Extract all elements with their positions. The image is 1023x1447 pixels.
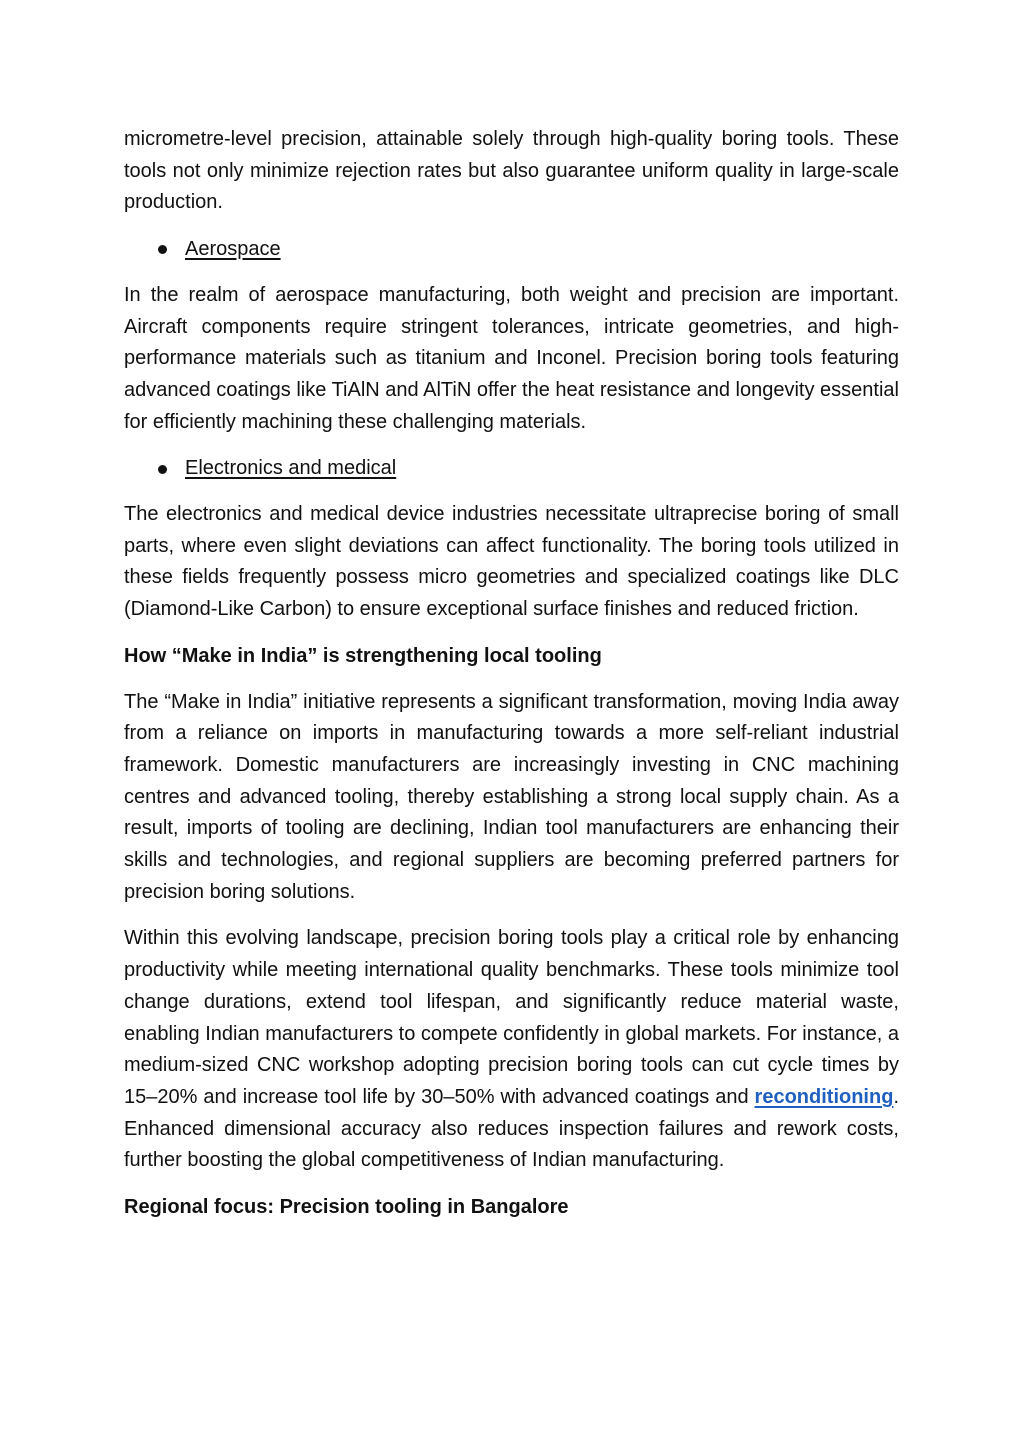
bullet-label-aerospace: Aerospace [185,238,281,261]
landscape-text-before-link: Within this evolving landscape, precision boring tools play a critical role by enhancing productivity while meeting international quality benchmarks. These tools minimize tool change durations, extend tool lifespan, and significantly reduce material waste, enabling Indian manufacturers to compete confidently in global markets. For instance, a medium-sized CNC workshop adopting precision boring tools can cut cycle times by 15–20% and increase tool life by 30–50% with advanced coatings and [124,927,899,1108]
reconditioning-link[interactable]: reconditioning [754,1085,894,1108]
bullet-electronics-medical [124,453,899,485]
aerospace-paragraph: In the realm of aerospace manufacturing, both weight and precision are important. Aircraft components require stringent tolerances, intricate geometries, and high-performance materials such as titanium and Inconel. Precision boring tools featuring advanced coatings like TiAlN and AlTiN offer the heat resistance and longevity essential for efficiently machining these challenging materials. [124,283,899,433]
bullet-label-electronics-medical: Electronics and medical [185,457,397,480]
bullet-dot-icon [158,245,167,254]
bullet-dot-icon [158,465,167,474]
landscape-paragraph [124,923,899,1177]
landscape-text-after-link: . Enhanced dimensional accuracy also reduces inspection failures and rework costs, further boosting the global competitiveness of Indian manufacturing. [124,1085,899,1172]
electronics-medical-paragraph: The electronics and medical device industries necessitate ultraprecise boring of small parts, where even slight deviations can affect functionality. The boring tools utilized in these fields frequently possess micro geometries and specialized coatings like DLC (Diamond-Like Carbon) to ensure exceptional surface finishes and reduced friction. [124,503,899,621]
intro-paragraph: micrometre-level precision, attainable solely through high-quality boring tools. These tools not only minimize rejection rates but also guarantee uniform quality in large-scale production. [124,128,899,214]
document-page [124,124,899,1238]
heading-regional-focus: Regional focus: Precision tooling in Bangalore [124,1196,569,1219]
bullet-aerospace [124,234,899,266]
heading-make-in-india: How “Make in India” is strengthening local tooling [124,644,602,667]
make-in-india-paragraph: The “Make in India” initiative represents a significant transformation, moving India away from a reliance on imports in manufacturing towards a more self-reliant industrial framework. Domestic manufacturers are increasingly investing in CNC machining centres and advanced tooling, thereby establishing a strong local supply chain. As a result, imports of tooling are declining, Indian tool manufacturers are enhancing their skills and technologies, and regional suppliers are becoming preferred partners for precision boring solutions. [124,690,899,903]
